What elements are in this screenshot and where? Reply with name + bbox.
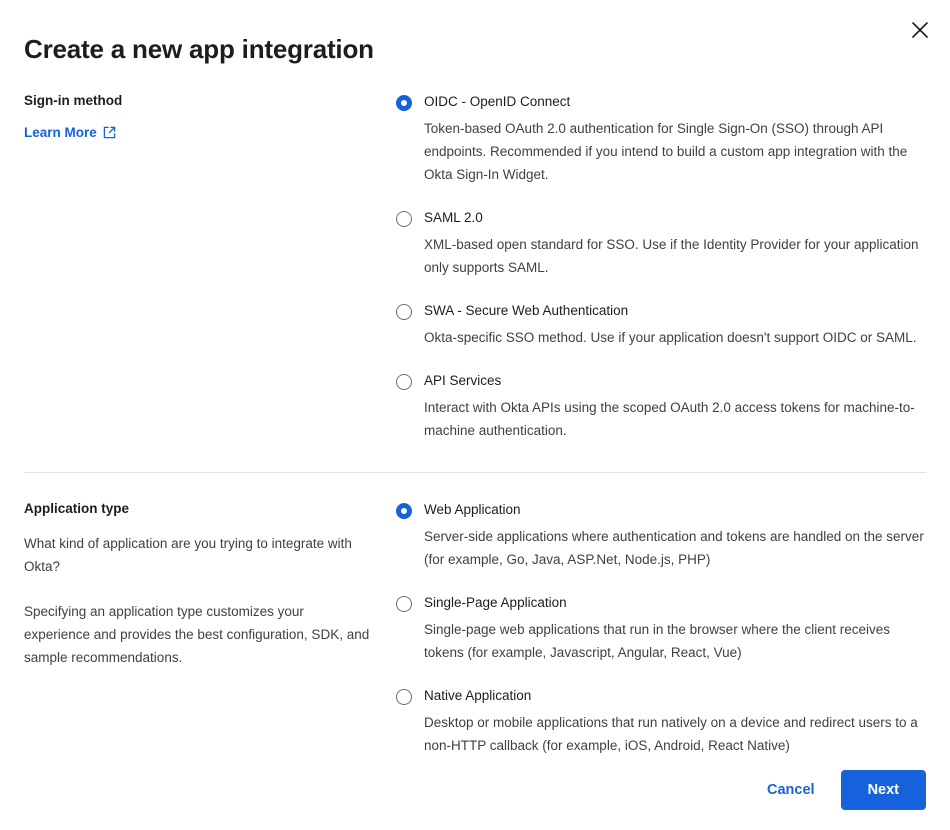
radio-label-saml: SAML 2.0 bbox=[424, 210, 483, 226]
learn-more-label: Learn More bbox=[24, 124, 97, 140]
application-type-left bbox=[24, 500, 396, 757]
radio-mark-single-page-application[interactable] bbox=[396, 596, 412, 612]
radio-api-services[interactable] bbox=[396, 371, 926, 442]
radio-saml-2-0[interactable] bbox=[396, 208, 926, 279]
radio-desc-web-application: Server-side applications where authentication and tokens are handled on the server (for example, Go, Java, ASP.Net, Node.js, PHP) bbox=[424, 528, 924, 567]
signin-method-radio-group bbox=[396, 92, 926, 442]
application-type-description-2: Specifying an application type customizes your experience and provides the best configuration, SDK, and sample recommendations. bbox=[24, 603, 370, 666]
radio-label-web-application: Web Application bbox=[424, 502, 521, 517]
signin-method-options bbox=[396, 92, 926, 442]
radio-label-api-services: API Services bbox=[424, 373, 502, 388]
radio-body-web-application bbox=[424, 500, 926, 571]
signin-method-left bbox=[24, 92, 396, 442]
radio-body-swa bbox=[424, 301, 926, 349]
radio-desc-oidc: Token-based OAuth 2.0 authentication for Single Sign-On (SSO) through API endpoints. Recommended if you intend to build a custom app integration with the Okta Sign-In Widget. bbox=[424, 120, 908, 182]
radio-mark-saml[interactable] bbox=[396, 211, 412, 227]
radio-body-saml bbox=[424, 208, 926, 279]
signin-method-section bbox=[24, 92, 926, 442]
radio-single-page-application[interactable] bbox=[396, 593, 926, 664]
external-link-icon bbox=[103, 126, 116, 139]
radio-desc-native-application: Desktop or mobile applications that run natively on a device and redirect users to a non-HTTP callback (for example, iOS, Android, React Native) bbox=[424, 714, 918, 753]
signin-method-heading: Sign-in method bbox=[24, 93, 123, 108]
radio-body-native-application bbox=[424, 686, 926, 757]
application-type-section bbox=[24, 500, 926, 757]
dialog-footer bbox=[24, 770, 926, 810]
radio-desc-swa: Okta-specific SSO method. Use if your application doesn't support OIDC or SAML. bbox=[424, 329, 917, 345]
learn-more-link[interactable] bbox=[24, 125, 116, 140]
application-type-radio-group bbox=[396, 500, 926, 757]
radio-web-application[interactable] bbox=[396, 500, 926, 571]
radio-body-single-page-application bbox=[424, 593, 926, 664]
section-divider bbox=[24, 472, 926, 473]
radio-label-native-application: Native Application bbox=[424, 688, 532, 703]
radio-label-single-page-application: Single-Page Application bbox=[424, 595, 567, 610]
radio-oidc-openid-connect[interactable] bbox=[396, 92, 926, 186]
radio-label-oidc: OIDC - OpenID Connect bbox=[424, 94, 571, 109]
radio-mark-api-services[interactable] bbox=[396, 374, 412, 390]
radio-label-swa: SWA - Secure Web Authentication bbox=[424, 303, 629, 319]
radio-desc-single-page-application: Single-page web applications that run in the browser where the client receives tokens (for example, Javascript, Angular, React, Vue) bbox=[424, 621, 891, 660]
radio-mark-web-application[interactable] bbox=[396, 503, 412, 519]
close-icon-glyph bbox=[911, 21, 929, 39]
radio-mark-swa[interactable] bbox=[396, 304, 412, 320]
radio-mark-oidc[interactable] bbox=[396, 95, 412, 111]
radio-body-oidc bbox=[424, 92, 926, 186]
radio-body-api-services bbox=[424, 371, 926, 442]
radio-native-application[interactable] bbox=[396, 686, 926, 757]
radio-swa-secure-web-authentication[interactable] bbox=[396, 301, 926, 349]
application-type-heading: Application type bbox=[24, 501, 130, 516]
next-button[interactable]: Next bbox=[841, 770, 926, 810]
radio-desc-api-services: Interact with Okta APIs using the scoped OAuth 2.0 access tokens for machine-to-machine authentication. bbox=[424, 399, 915, 438]
application-type-options bbox=[396, 500, 926, 757]
page-title: Create a new app integration bbox=[24, 34, 374, 64]
application-type-description-1: What kind of application are you trying to integrate with Okta? bbox=[24, 535, 352, 574]
close-icon[interactable] bbox=[906, 16, 934, 44]
radio-mark-native-application[interactable] bbox=[396, 689, 412, 705]
radio-desc-saml: XML-based open standard for SSO. Use if the Identity Provider for your application only supports SAML. bbox=[424, 236, 919, 275]
cancel-button[interactable]: Cancel bbox=[759, 772, 823, 808]
